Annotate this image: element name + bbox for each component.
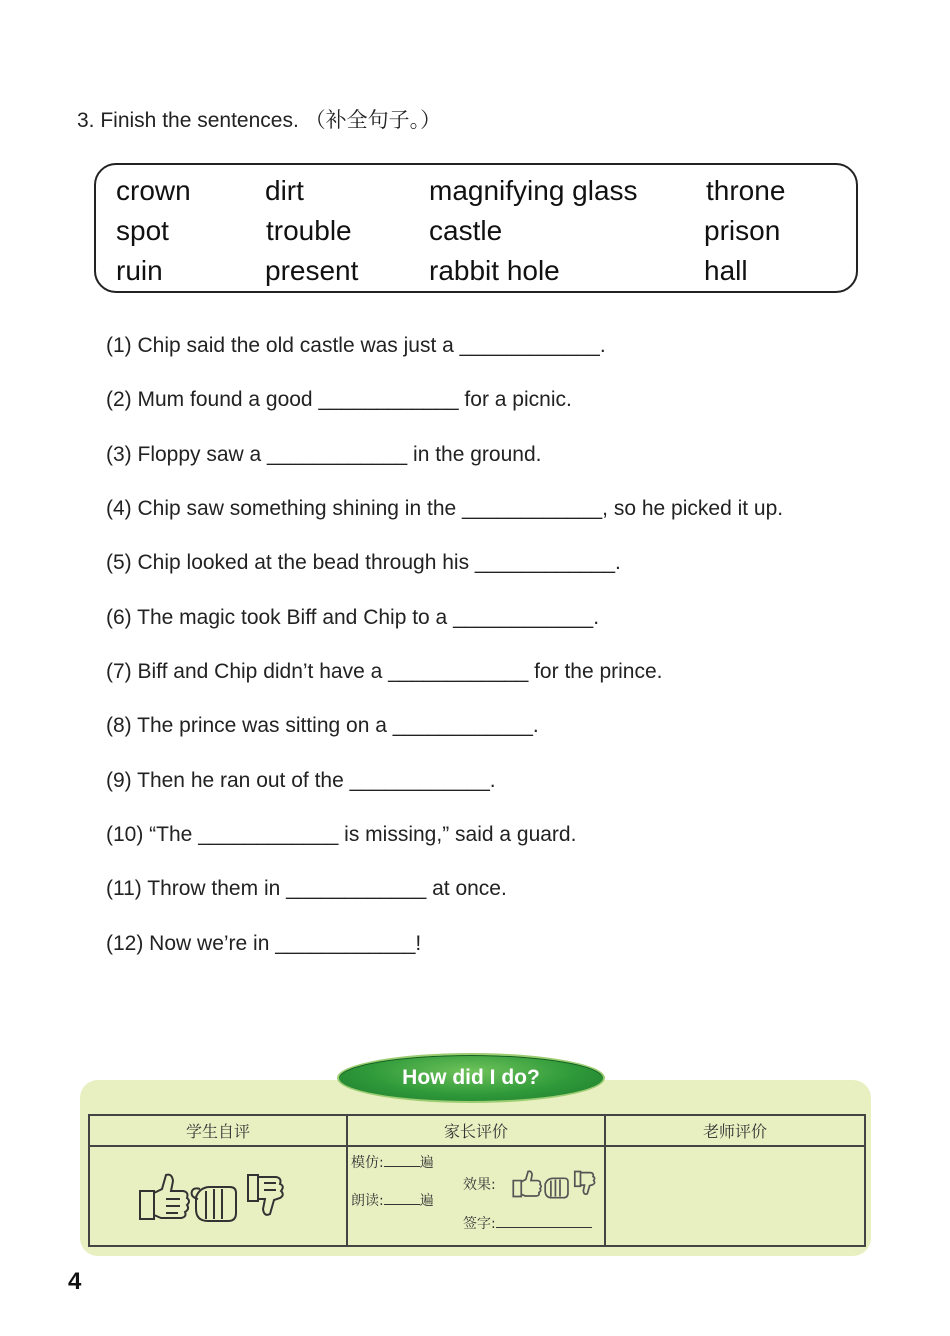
word-bank-item: castle: [429, 215, 503, 246]
sentence-1: (1) Chip said the old castle was just a ____________.: [106, 334, 606, 357]
thumbs-down-icon: [248, 1175, 283, 1215]
how-did-i-do-heading: How did I do?: [337, 1053, 605, 1103]
word-bank-item: present: [265, 255, 359, 286]
sentence-11: (11) Throw them in ____________ at once.: [106, 877, 507, 900]
sentence-4: (4) Chip saw something shining in the ____________, so he picked it up.: [106, 497, 784, 520]
ok-hand-icon: [192, 1187, 236, 1221]
read-unit: 遍: [419, 1193, 434, 1209]
word-bank-item: crown: [116, 175, 191, 206]
effect-rating-icon[interactable]: [511, 1167, 601, 1201]
sentence-10: (10) “The ____________ is missing,” said a guard.: [106, 823, 577, 846]
imitate-unit: 遍: [419, 1155, 434, 1171]
imitate-count-blank[interactable]: [384, 1166, 420, 1167]
column-header-parent: 家长评价: [347, 1115, 605, 1146]
word-bank-item: hall: [704, 255, 748, 286]
word-bank-item: dirt: [265, 175, 304, 206]
word-bank-item: throne: [706, 175, 786, 206]
self-evaluation-cell[interactable]: [89, 1146, 347, 1246]
word-bank-item: prison: [704, 215, 781, 246]
word-bank-item: magnifying glass: [429, 175, 638, 206]
column-header-self: 学生自评: [89, 1115, 347, 1146]
signature-blank[interactable]: [496, 1227, 592, 1228]
thumbs-rating-icon: [136, 1169, 294, 1225]
sentence-8: (8) The prince was sitting on a ____________.: [106, 714, 539, 737]
word-bank-item: trouble: [266, 215, 352, 246]
imitate-label: 模仿:: [351, 1155, 384, 1171]
sentence-6: (6) The magic took Biff and Chip to a ____________.: [106, 606, 600, 629]
word-bank-item: spot: [116, 215, 169, 246]
sentence-7: (7) Biff and Chip didn’t have a ____________ for the prince.: [106, 660, 663, 683]
sign-label: 签字:: [463, 1216, 496, 1232]
thumbs-up-icon: [140, 1175, 189, 1219]
effect-label: 效果:: [463, 1177, 496, 1193]
sentence-3: (3) Floppy saw a ____________ in the ground.: [106, 443, 542, 466]
sentence-9: (9) Then he ran out of the ____________.: [106, 769, 496, 792]
teacher-evaluation-cell[interactable]: [605, 1146, 865, 1246]
parent-evaluation-cell: [347, 1146, 605, 1246]
page-number: 4: [68, 1268, 82, 1295]
read-count-blank[interactable]: [384, 1204, 420, 1205]
evaluation-table: [88, 1114, 866, 1247]
sentence-5: (5) Chip looked at the bead through his ____________.: [106, 551, 621, 574]
word-bank-item: rabbit hole: [429, 255, 560, 286]
sentence-2: (2) Mum found a good ____________ for a picnic.: [106, 388, 572, 411]
read-line: [351, 1190, 434, 1210]
word-bank-item: ruin: [116, 255, 163, 286]
column-header-teacher: 老师评价: [605, 1115, 865, 1146]
exercise-title: 3. Finish the sentences. （补全句子。）: [77, 109, 442, 132]
read-label: 朗读:: [351, 1193, 384, 1209]
sign-line: [463, 1213, 592, 1233]
sentence-12: (12) Now we’re in ____________!: [106, 932, 422, 955]
imitate-line: [351, 1152, 434, 1172]
word-bank: [94, 163, 858, 293]
